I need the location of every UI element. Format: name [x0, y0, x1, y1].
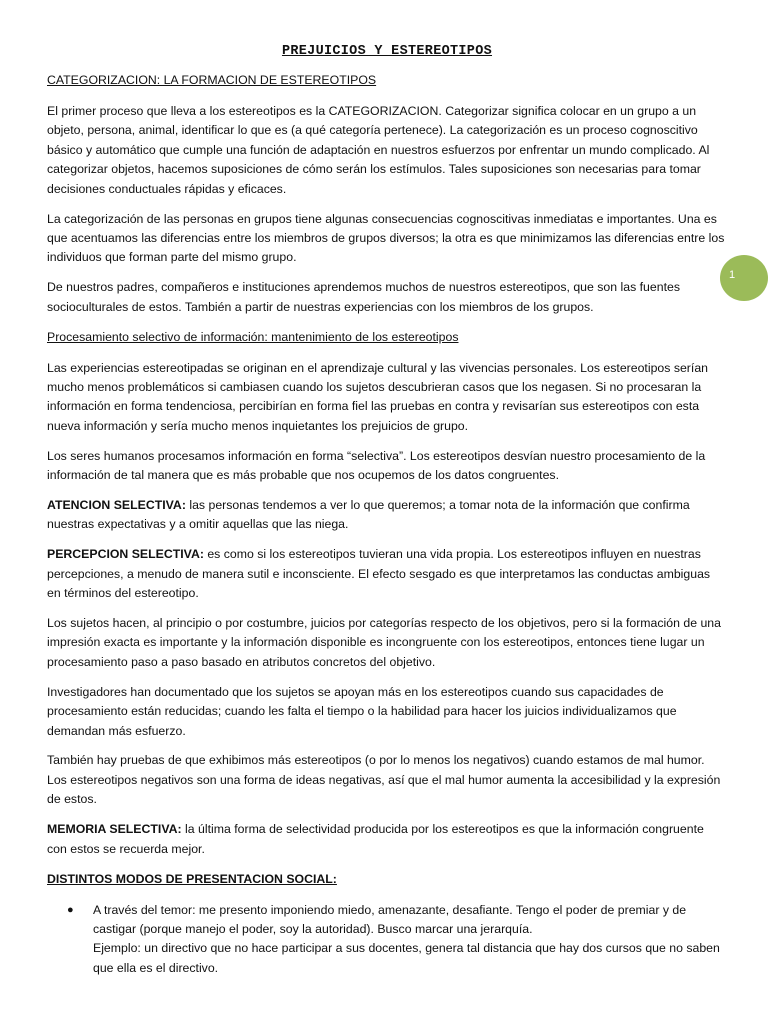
term-label: ATENCION SELECTIVA: [47, 498, 186, 512]
paragraph: Las experiencias estereotipadas se originan en el aprendizaje cultural y las vivencias personales. Los estereotipos serían mucho menos problemáticos si cambiasen cuando los sujetos descubrieran casos que los negasen. Si no procesaran la información en forma tendenciosa, percibirían en forma fiel las pruebas en contra y revisarían sus estereotipos con esta nueva información y sería mucho menos inquietantes los prejuicios de grupo. [47, 360, 708, 433]
bullet-icon: ● [67, 903, 74, 916]
paragraph: La categorización de las personas en grupos tiene algunas consecuencias cognoscitivas inmediatas e importantes. Una es que acentuamos las diferencias entre los miembros de grupos diversos; la otra es que minimizamos las diferencias entre los individuos que forman parte del mismo grupo. [47, 211, 725, 265]
term-text: la última forma de selectividad producida por los estereotipos es que la información congruente con estos se recuerda mejor. [47, 822, 704, 856]
paragraph: De nuestros padres, compañeros e instituciones aprendemos muchos de nuestros estereotipos, que son las fuentes socioculturales de estos. También a partir de nuestras experiencias con los miembros de los grupos. [47, 280, 680, 314]
page-number: 1 [729, 269, 736, 281]
page-number-badge [720, 255, 768, 301]
paragraph-atencion-selectiva [47, 496, 727, 535]
paragraph: El primer proceso que lleva a los estereotipos es la CATEGORIZACION. Categorizar significa colocar en un grupo a un objeto, persona, animal, identificar lo que es (a qué categoría pertenece). La categorización es un proceso cognoscitivo básico y automático que cumple una función de adaptación en nuestros esfuerzos por enfrentar un mundo complicado. Al categorizar objetos, hacemos suposiciones de cómo serán los estímulos. Tales suposiciones son necesarias para tomar decisiones conductuales rápidas y eficaces. [47, 104, 710, 196]
paragraph: Los seres humanos procesamos información en forma “selectiva”. Los estereotipos desvían nuestro procesamiento de la información de tal manera que es más probable que nos ocupemos de los datos congruentes. [47, 448, 706, 483]
paragraph: También hay pruebas de que exhibimos más estereotipos (o por lo menos los negativos) cuando estamos de mal humor. Los estereotipos negativos son una forma de ideas negativas, así que el mal humor aumenta la accesibilidad y la expresión de estos. [47, 753, 721, 807]
list-item-text: A través del temor: me presento imponiendo miedo, amenazante, desafiante. Tengo el poder de premiar y de castigar (porque manejo el poder, soy la autoridad). Busco marcar una jerarquía. [93, 902, 687, 936]
section-heading-categorizacion: CATEGORIZACION: LA FORMACION DE ESTEREOTIPOS [47, 73, 377, 87]
term-label: PERCEPCION SELECTIVA: [47, 547, 204, 562]
paragraph-percepcion-selectiva [47, 545, 727, 603]
list-item-example: Ejemplo: un directivo que no hace participar a sus docentes, genera tal distancia que hay dos cursos que no saben que ella es el directivo. [93, 941, 720, 975]
term-text: las personas tendemos a ver lo que queremos; a tomar nota de la información que confirma nuestras expectativas y a omitir aquellas que las niega. [47, 498, 690, 532]
section-heading-procesamiento: Procesamiento selectivo de información: mantenimiento de los estereotipos [47, 329, 459, 344]
bullet-list [47, 901, 727, 979]
term-text: es como si los estereotipos tuvieran una vida propia. Los estereotipos influyen en nuestras percepciones, a menudo de manera sutil e inconsciente. El efecto sesgado es que interpretamos las conductas ambiguas en términos del estereotipo. [47, 547, 711, 601]
document-title: PREJUICIOS Y ESTEREOTIPOS [281, 44, 493, 59]
paragraph: Los sujetos hacen, al principio o por costumbre, juicios por categorías respecto de los objetivos, pero si la formación de una impresión exacta es importante y la información disponible es incongruente con los estereotipos, entonces tiene lugar un procesamiento paso a paso basado en atributos concretos del objetivo. [47, 616, 721, 669]
paragraph: Investigadores han documentado que los sujetos se apoyan más en los estereotipos cuando sus capacidades de procesamiento están reducidas; cuando les falta el tiempo o la habilidad para hacer los juicios individualizamos que demandan más esfuerzo. [47, 684, 677, 738]
term-label: MEMORIA SELECTIVA: [47, 822, 182, 837]
document-page [47, 40, 727, 978]
paragraph-memoria-selectiva [47, 820, 727, 859]
list-item [67, 901, 727, 979]
section-heading-presentacion-social: DISTINTOS MODOS DE PRESENTACION SOCIAL: [47, 871, 337, 886]
